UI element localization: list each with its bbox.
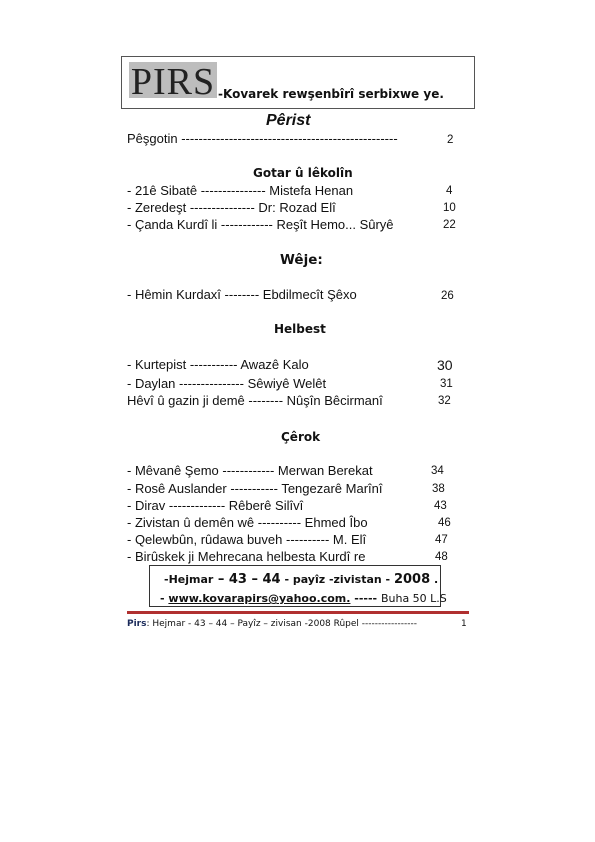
toc-entry-intro: Pêşgotin -------------------------------------------------- bbox=[127, 131, 398, 146]
toc-entry: - Dirav ------------- Rêberê Silîvî bbox=[127, 498, 304, 513]
toc-entry: - Daylan --------------- Sêwiyê Welêt bbox=[127, 376, 327, 391]
contact-prefix: - bbox=[160, 592, 169, 605]
toc-page-number: 38 bbox=[432, 483, 445, 495]
toc-entry: - Rosê Auslander ----------- Tengezarê Marînî bbox=[127, 481, 383, 496]
toc-page-number: 46 bbox=[438, 517, 451, 529]
section-heading: Wêje: bbox=[280, 252, 323, 268]
contact-separator: ----- bbox=[350, 592, 381, 605]
toc-entry: - Hêmin Kurdaxî -------- Ebdilmecît Şêxo bbox=[127, 287, 357, 302]
footer-brand: Pirs bbox=[127, 619, 147, 629]
toc-entry: - Zivistan û demên wê ---------- Ehmed Îbo bbox=[127, 515, 368, 530]
section-heading: Helbest bbox=[274, 322, 326, 336]
footer-rule bbox=[127, 611, 469, 614]
toc-entry: - Mêvanê Şemo ------------ Merwan Berekat bbox=[127, 463, 373, 478]
toc-page-intro: 2 bbox=[447, 134, 454, 146]
issue-end: . bbox=[430, 573, 439, 586]
toc-entry: - Çanda Kurdî li ------------ Reşît Hemo... Sûryê bbox=[127, 217, 394, 232]
toc-entry: - Kurtepist ----------- Awazê Kalo bbox=[127, 357, 309, 372]
footer-text: : Hejmar - 43 – 44 – Payîz – zivisan -2008 Rûpel ----------------- bbox=[146, 619, 417, 629]
section-heading: Gotar û lêkolîn bbox=[253, 166, 353, 180]
toc-page-number: 4 bbox=[446, 185, 453, 197]
issue-year: 2008 bbox=[393, 572, 431, 587]
issue-season: - payîz -zivistan - bbox=[280, 573, 394, 586]
toc-page-number: 43 bbox=[434, 500, 447, 512]
issue-label: -Hejmar bbox=[164, 573, 214, 586]
toc-page-number: 48 bbox=[435, 551, 448, 563]
toc-entry: - Qelewbûn, rûdawa buveh ---------- M. Elî bbox=[127, 532, 367, 547]
issue-info-box bbox=[149, 565, 447, 607]
pirs-logo: PIRS bbox=[130, 61, 216, 103]
toc-entry: - Zeredeşt --------------- Dr: Rozad Elî bbox=[127, 200, 336, 215]
toc-page-number: 30 bbox=[437, 357, 453, 373]
section-heading: Çêrok bbox=[281, 430, 321, 444]
page-footer bbox=[127, 619, 417, 629]
toc-entry: - Birûskek ji Mehrecana helbesta Kurdî re bbox=[127, 549, 366, 564]
issue-number: – 43 – 44 bbox=[213, 572, 281, 587]
price-label: Buha 50 L.S bbox=[380, 592, 447, 605]
contact-line bbox=[160, 592, 447, 605]
email-link[interactable]: www.kovarapirs@yahoo.com. bbox=[168, 592, 351, 605]
toc-page-number: 47 bbox=[435, 534, 448, 546]
masthead-box bbox=[121, 56, 475, 109]
footer-page-number: 1 bbox=[461, 619, 467, 629]
toc-page-number: 22 bbox=[443, 219, 456, 231]
toc-entry: - 21ê Sibatê --------------- Mistefa Henan bbox=[127, 183, 354, 198]
toc-page-number: 10 bbox=[443, 202, 456, 214]
issue-line bbox=[164, 572, 438, 587]
toc-page-number: 32 bbox=[438, 395, 451, 407]
masthead-tagline: -Kovarek rewşenbîrî serbixwe ye. bbox=[218, 87, 444, 101]
toc-title: Pêrist bbox=[266, 112, 311, 129]
toc-page-number: 26 bbox=[441, 290, 454, 302]
toc-entry: Hêvî û gazin ji demê -------- Nûşîn Bêcirmanî bbox=[127, 393, 383, 408]
toc-page-number: 31 bbox=[440, 378, 453, 390]
toc-page-number: 34 bbox=[431, 465, 444, 477]
